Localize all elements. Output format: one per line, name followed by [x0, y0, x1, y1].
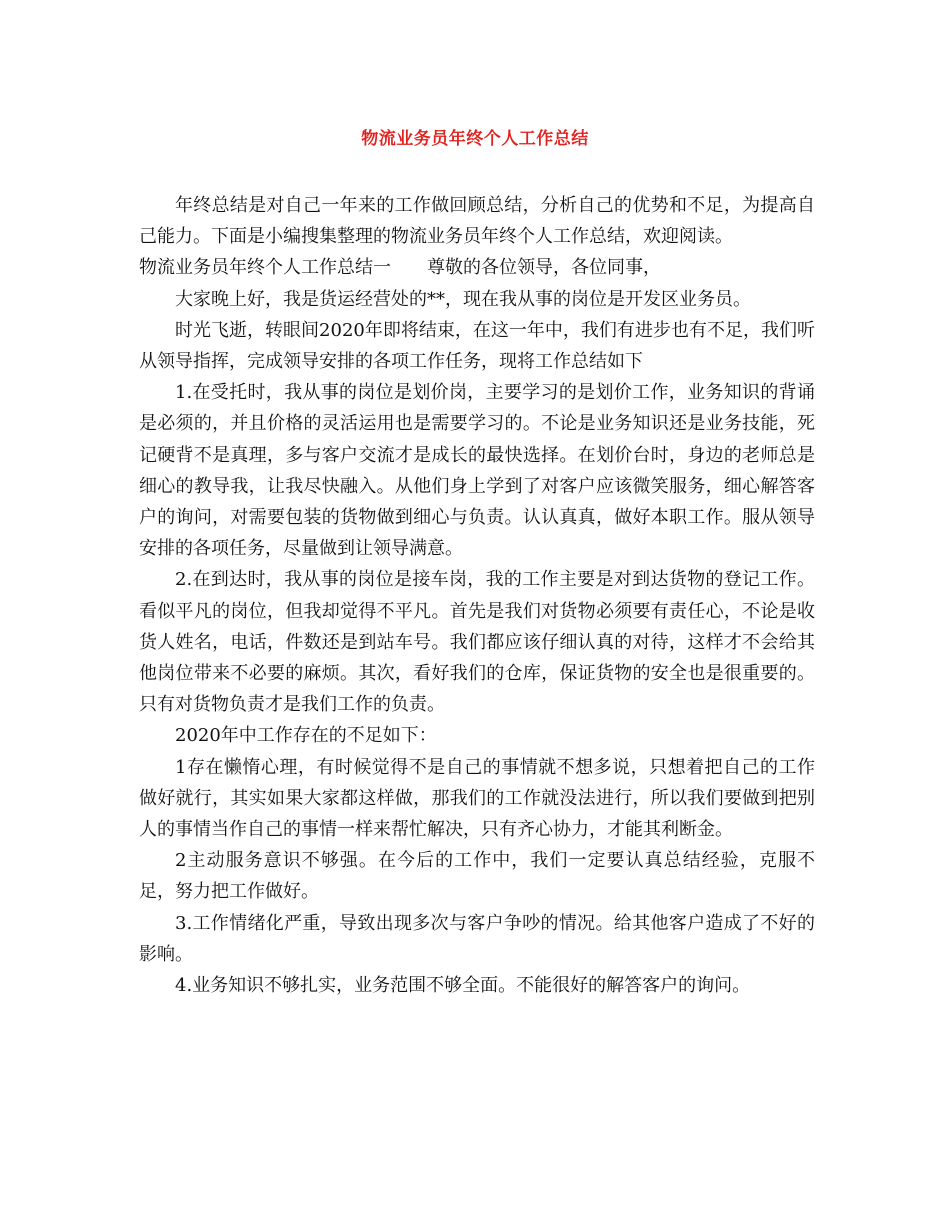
shortfall-four-paragraph: 4.业务知识不够扎实，业务范围不够全面。不能很好的解答客户的询问。	[175, 975, 751, 997]
shortfall-heading: 2020年中工作存在的不足如下：	[175, 725, 437, 747]
document-body	[139, 190, 815, 1001]
evening-paragraph: 大家晚上好，我是货运经营处的**，现在我从事的岗位是开发区业务员。	[175, 288, 751, 310]
item-two-paragraph: 2.在到达时，我从事的岗位是接车岗，我的工作主要是对到达货物的登记工作。看似平凡的岗位，但我却觉得不平凡。首先是我们对货物必须要有责任心，不论是收货人姓名，电话，件数还是到站车号。我们都应该仔细认真的对待，这样才不会给其他岗位带来不必要的麻烦。其次，看好我们的仓库，保证货物的安全也是很重要的。只有对货物负责才是我们工作的负责。	[139, 569, 815, 716]
shortfall-one-paragraph: 1存在懒惰心理，有时候觉得不是自己的事情就不想多说，只想着把自己的工作做好就行，其实如果大家都这样做，那我们的工作就没法进行，所以我们要做到把别人的事情当作自己的事情一样来帮忙解决，只有齐心协力，才能其利断金。	[139, 756, 815, 841]
section-heading: 物流业务员年终个人工作总结一	[139, 257, 391, 279]
item-one-paragraph: 1.在受托时，我从事的岗位是划价岗，主要学习的是划价工作，业务知识的背诵是必须的，并且价格的灵活运用也是需要学习的。不论是业务知识还是业务技能，死记硬背不是真理，多与客户交流才是成长的最快选择。在划价台时，身边的老师总是细心的教导我，让我尽快融入。从他们身上学到了对客户应该微笑服务，细心解答客户的询问，对需要包装的货物做到细心与负责。认认真真，做好本职工作。服从领导安排的各项任务，尽量做到让领导满意。	[139, 382, 815, 560]
greeting-text: 尊敬的各位领导，各位同事，	[427, 257, 661, 279]
time-paragraph: 时光飞逝，转眼间2020年即将结束，在这一年中，我们有进步也有不足，我们听从领导指挥，完成领导安排的各项工作任务，现将工作总结如下	[139, 319, 815, 373]
section-heading-line	[139, 252, 815, 283]
intro-paragraph: 年终总结是对自己一年来的工作做回顾总结，分析自己的优势和不足，为提高自己能力。下面是小编搜集整理的物流业务员年终个人工作总结，欢迎阅读。	[139, 195, 815, 248]
shortfall-three-paragraph: 3.工作情绪化严重，导致出现多次与客户争吵的情况。给其他客户造成了不好的影响。	[139, 912, 815, 965]
shortfall-two-paragraph: 2主动服务意识不够强。在今后的工作中，我们一定要认真总结经验，克服不足，努力把工作做好。	[139, 850, 815, 903]
document-title: 物流业务员年终个人工作总结	[361, 129, 589, 149]
